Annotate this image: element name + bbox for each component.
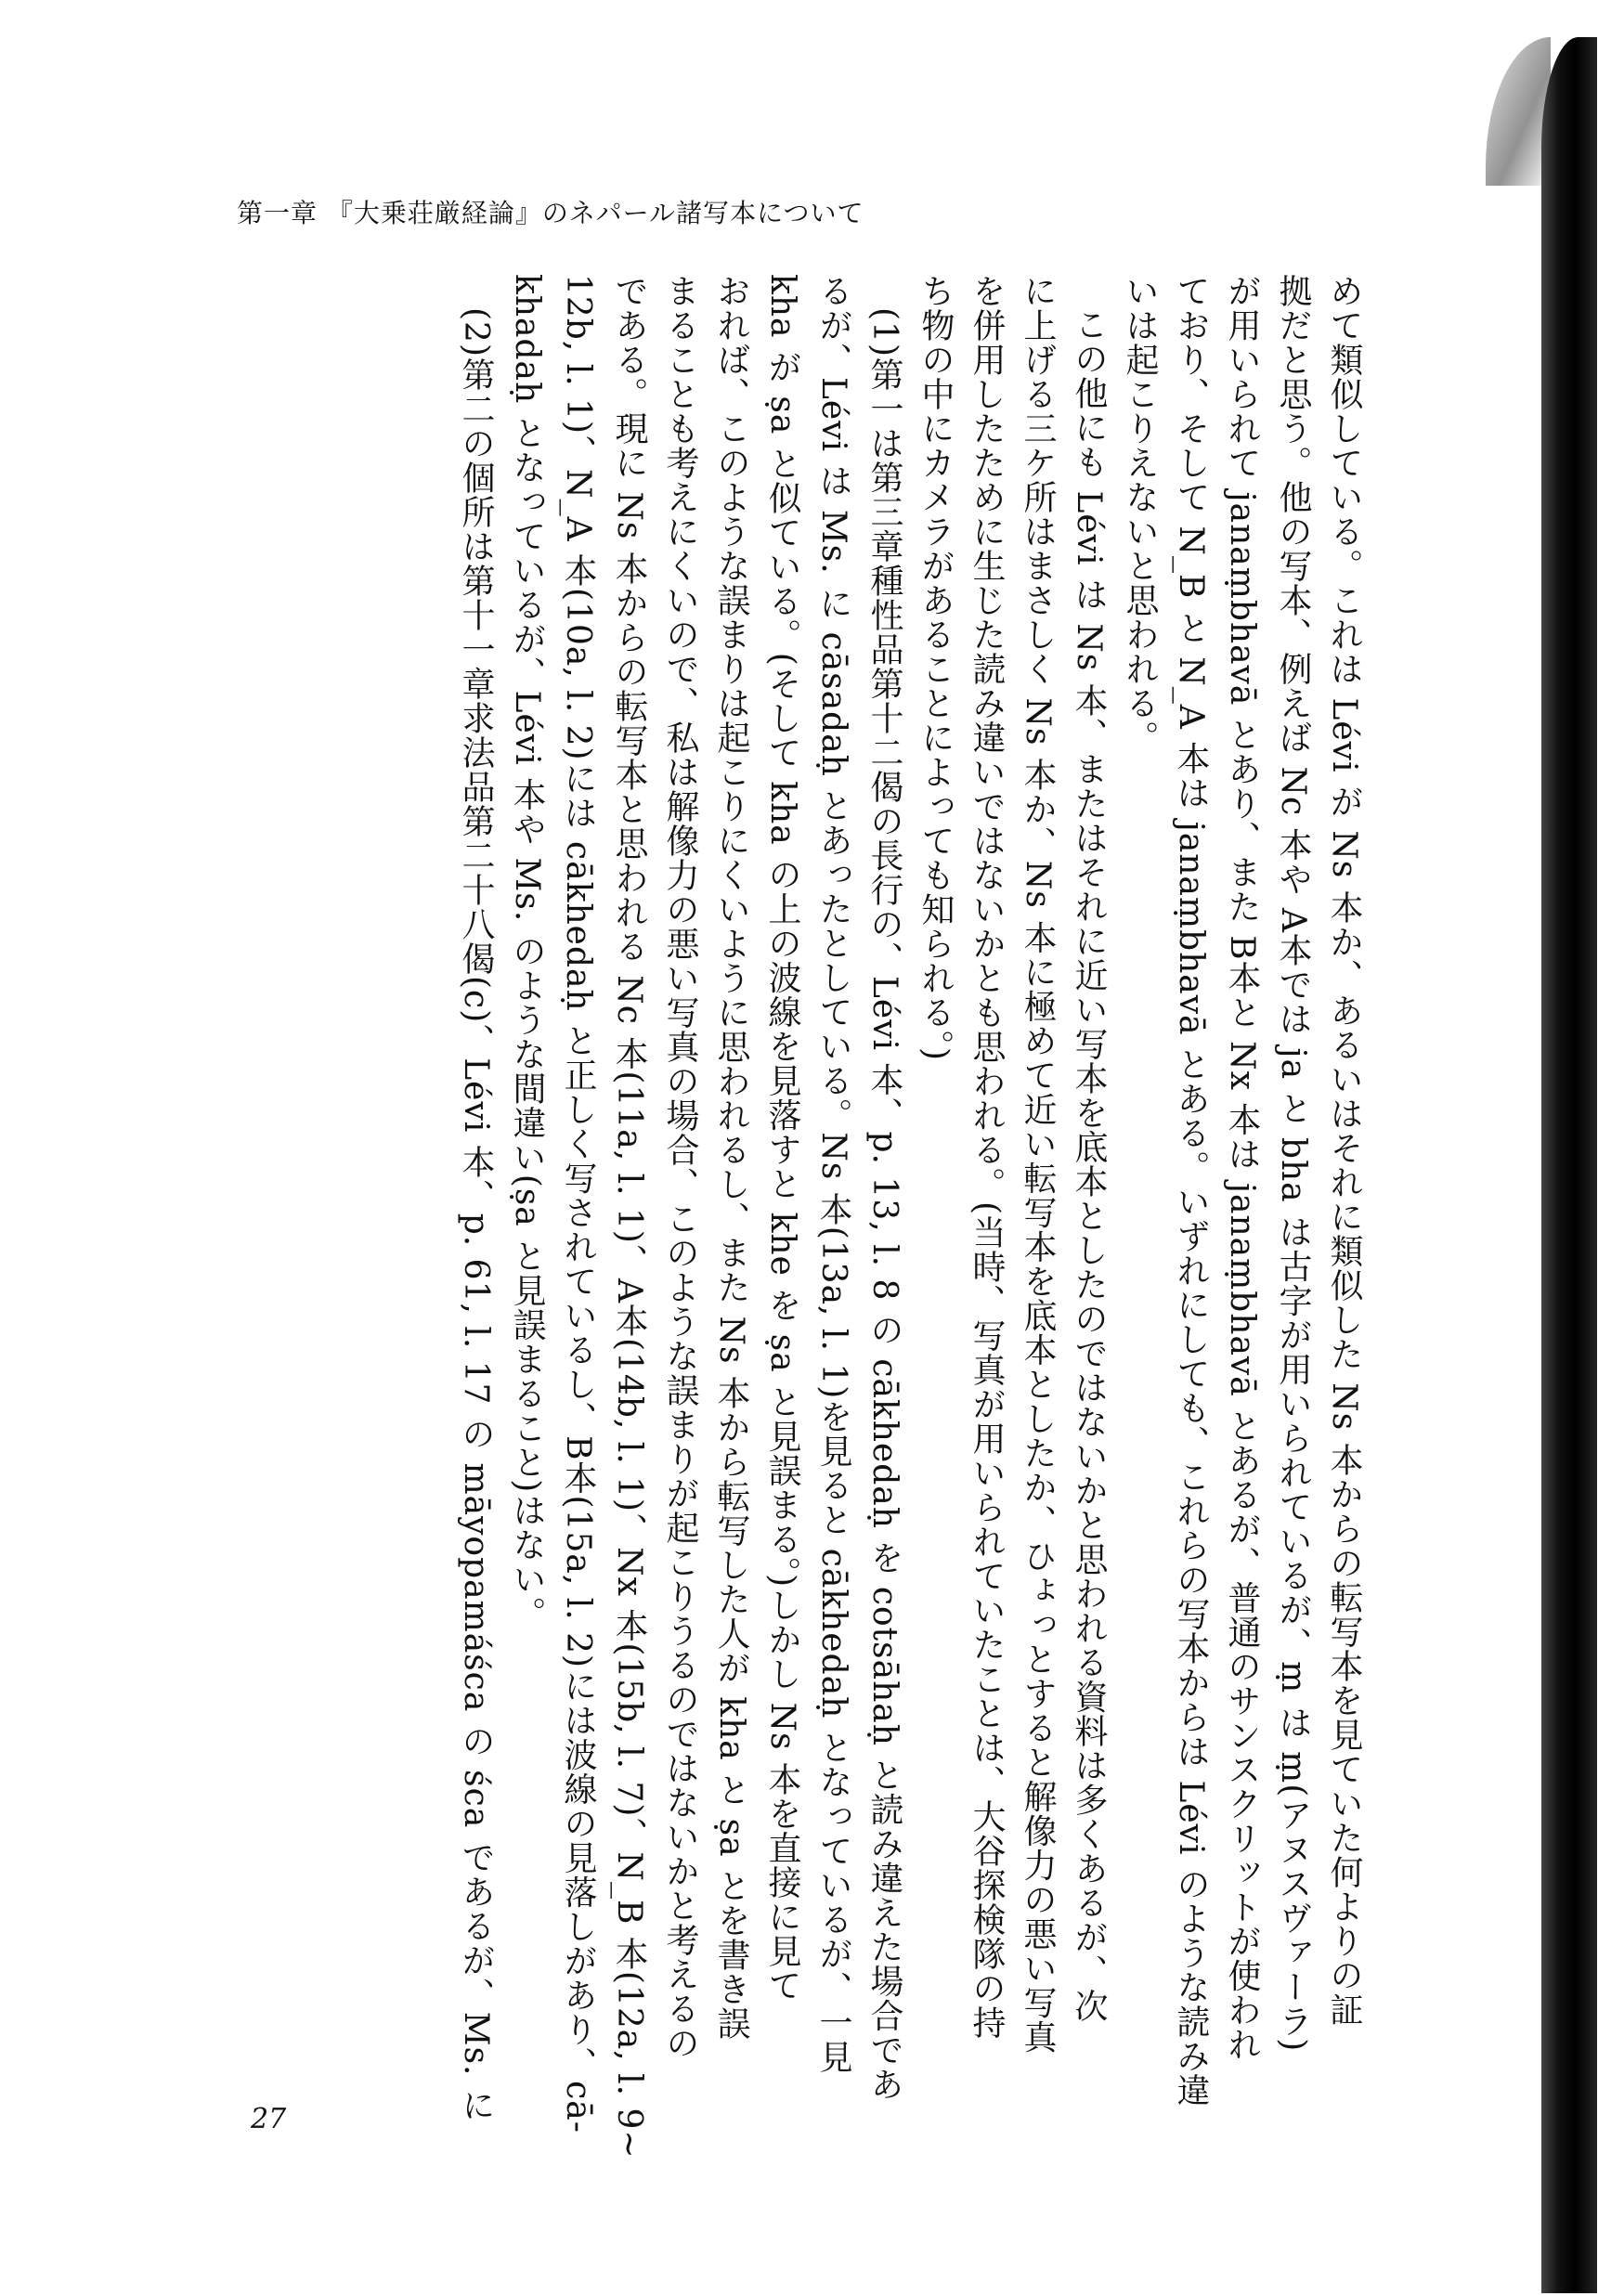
text-column: まることも考えにくいので、私は解像力の悪い写真の場合、このような誤まりが起こりうるのではないかと考えるの [661,274,699,2060]
text-column: に上げる三ケ所はまさしく Ns 本か、Ns 本に極めて近い転写本を底本としたか、ひょっとすると解像力の悪い写真 [1019,274,1057,2055]
text-column: ており、そして N_B と N_A 本は janaṃbhavā とある。いずれにしても、これらの写本からは Lévi のような読み違 [1172,274,1210,2108]
text-column: である。現に Ns 本からの転写本と思われる Nc 本(11a, l. 1)、A本(14b, l. 1)、Nx 本(15b, l. 7)、N_B 本(12a, l. 9~ [610,274,648,2160]
text-column: めて類似している。これは Lévi が Ns 本か、あるいはそれに類似した Ns 本からの転写本を見ていた何よりの証 [1325,274,1363,2027]
text-column: khadaḥ となっているが、Lévi 本や Ms. のような間違い(ṣa と見誤まること)はない。 [508,274,546,1631]
text-column: を併用したために生じた読み違いではないかとも思われる。(当時、写真が用いられていたことは、大谷探検隊の持 [968,274,1006,2041]
text-column: この他にも Lévi は Ns 本、またはそれに近い写本を底本としたのではないかと思われる資料は多くあるが、次 [1070,307,1108,2023]
text-column: るが、Lévi は Ms. に cāsadaḥ とあったとしている。Ns 本(13a, l. 1)を見ると cākhedaḥ となっているが、一見 [814,274,852,2074]
text-column: (1)第一は第三章種性品第十二偈の長行の、Lévi 本、p. 13, l. 8 の cākhedaḥ を cotsāhaḥ と読み違えた場合であ [865,307,903,2102]
running-title: 第一章 『大乗荘厳経論』のネパール諸写本について [237,198,864,228]
text-column: kha が ṣa と似ている。(そして kha の上の波線を見落すと khe を ṣa と見誤まる。)しかし Ns 本を直接に見て [763,274,801,2004]
text-column: おれば、このような誤まりは起こりにくいように思われるし、また Ns 本から転写した人が kha と ṣa とを書き誤 [712,274,750,2042]
text-column: が用いられて janaṃbhavā とあり、また B本と Nx 本は janaṃbhavā とあるが、普通のサンスクリットが使われ [1223,274,1261,2062]
text-column: (2)第二の個所は第十一章求法品第二十八偈(c)、Lévi 本、p. 61, l. 17 の māyopamáśca の śca であるが、Ms. に [457,307,495,2122]
text-column: ち物の中にカメラがあることによっても知られる。) [916,274,955,1062]
page-number: 27 [251,2103,287,2135]
binding-shadow [1541,37,1597,2293]
text-column: いは起こりえないと思われる。 [1121,274,1159,755]
text-column: 拠だと思う。他の写本、例えば Nc 本や A本では ja と bha は古字が用いられているが、ṃ は ṃ(アヌスヴァーラ) [1274,274,1312,2053]
text-column: 12b, l. 1)、N_A 本(10a, l. 2)には cākhedaḥ と正しく写されているし、B本(15a, l. 2)には波線の見落しがあり、cā- [559,274,597,2134]
